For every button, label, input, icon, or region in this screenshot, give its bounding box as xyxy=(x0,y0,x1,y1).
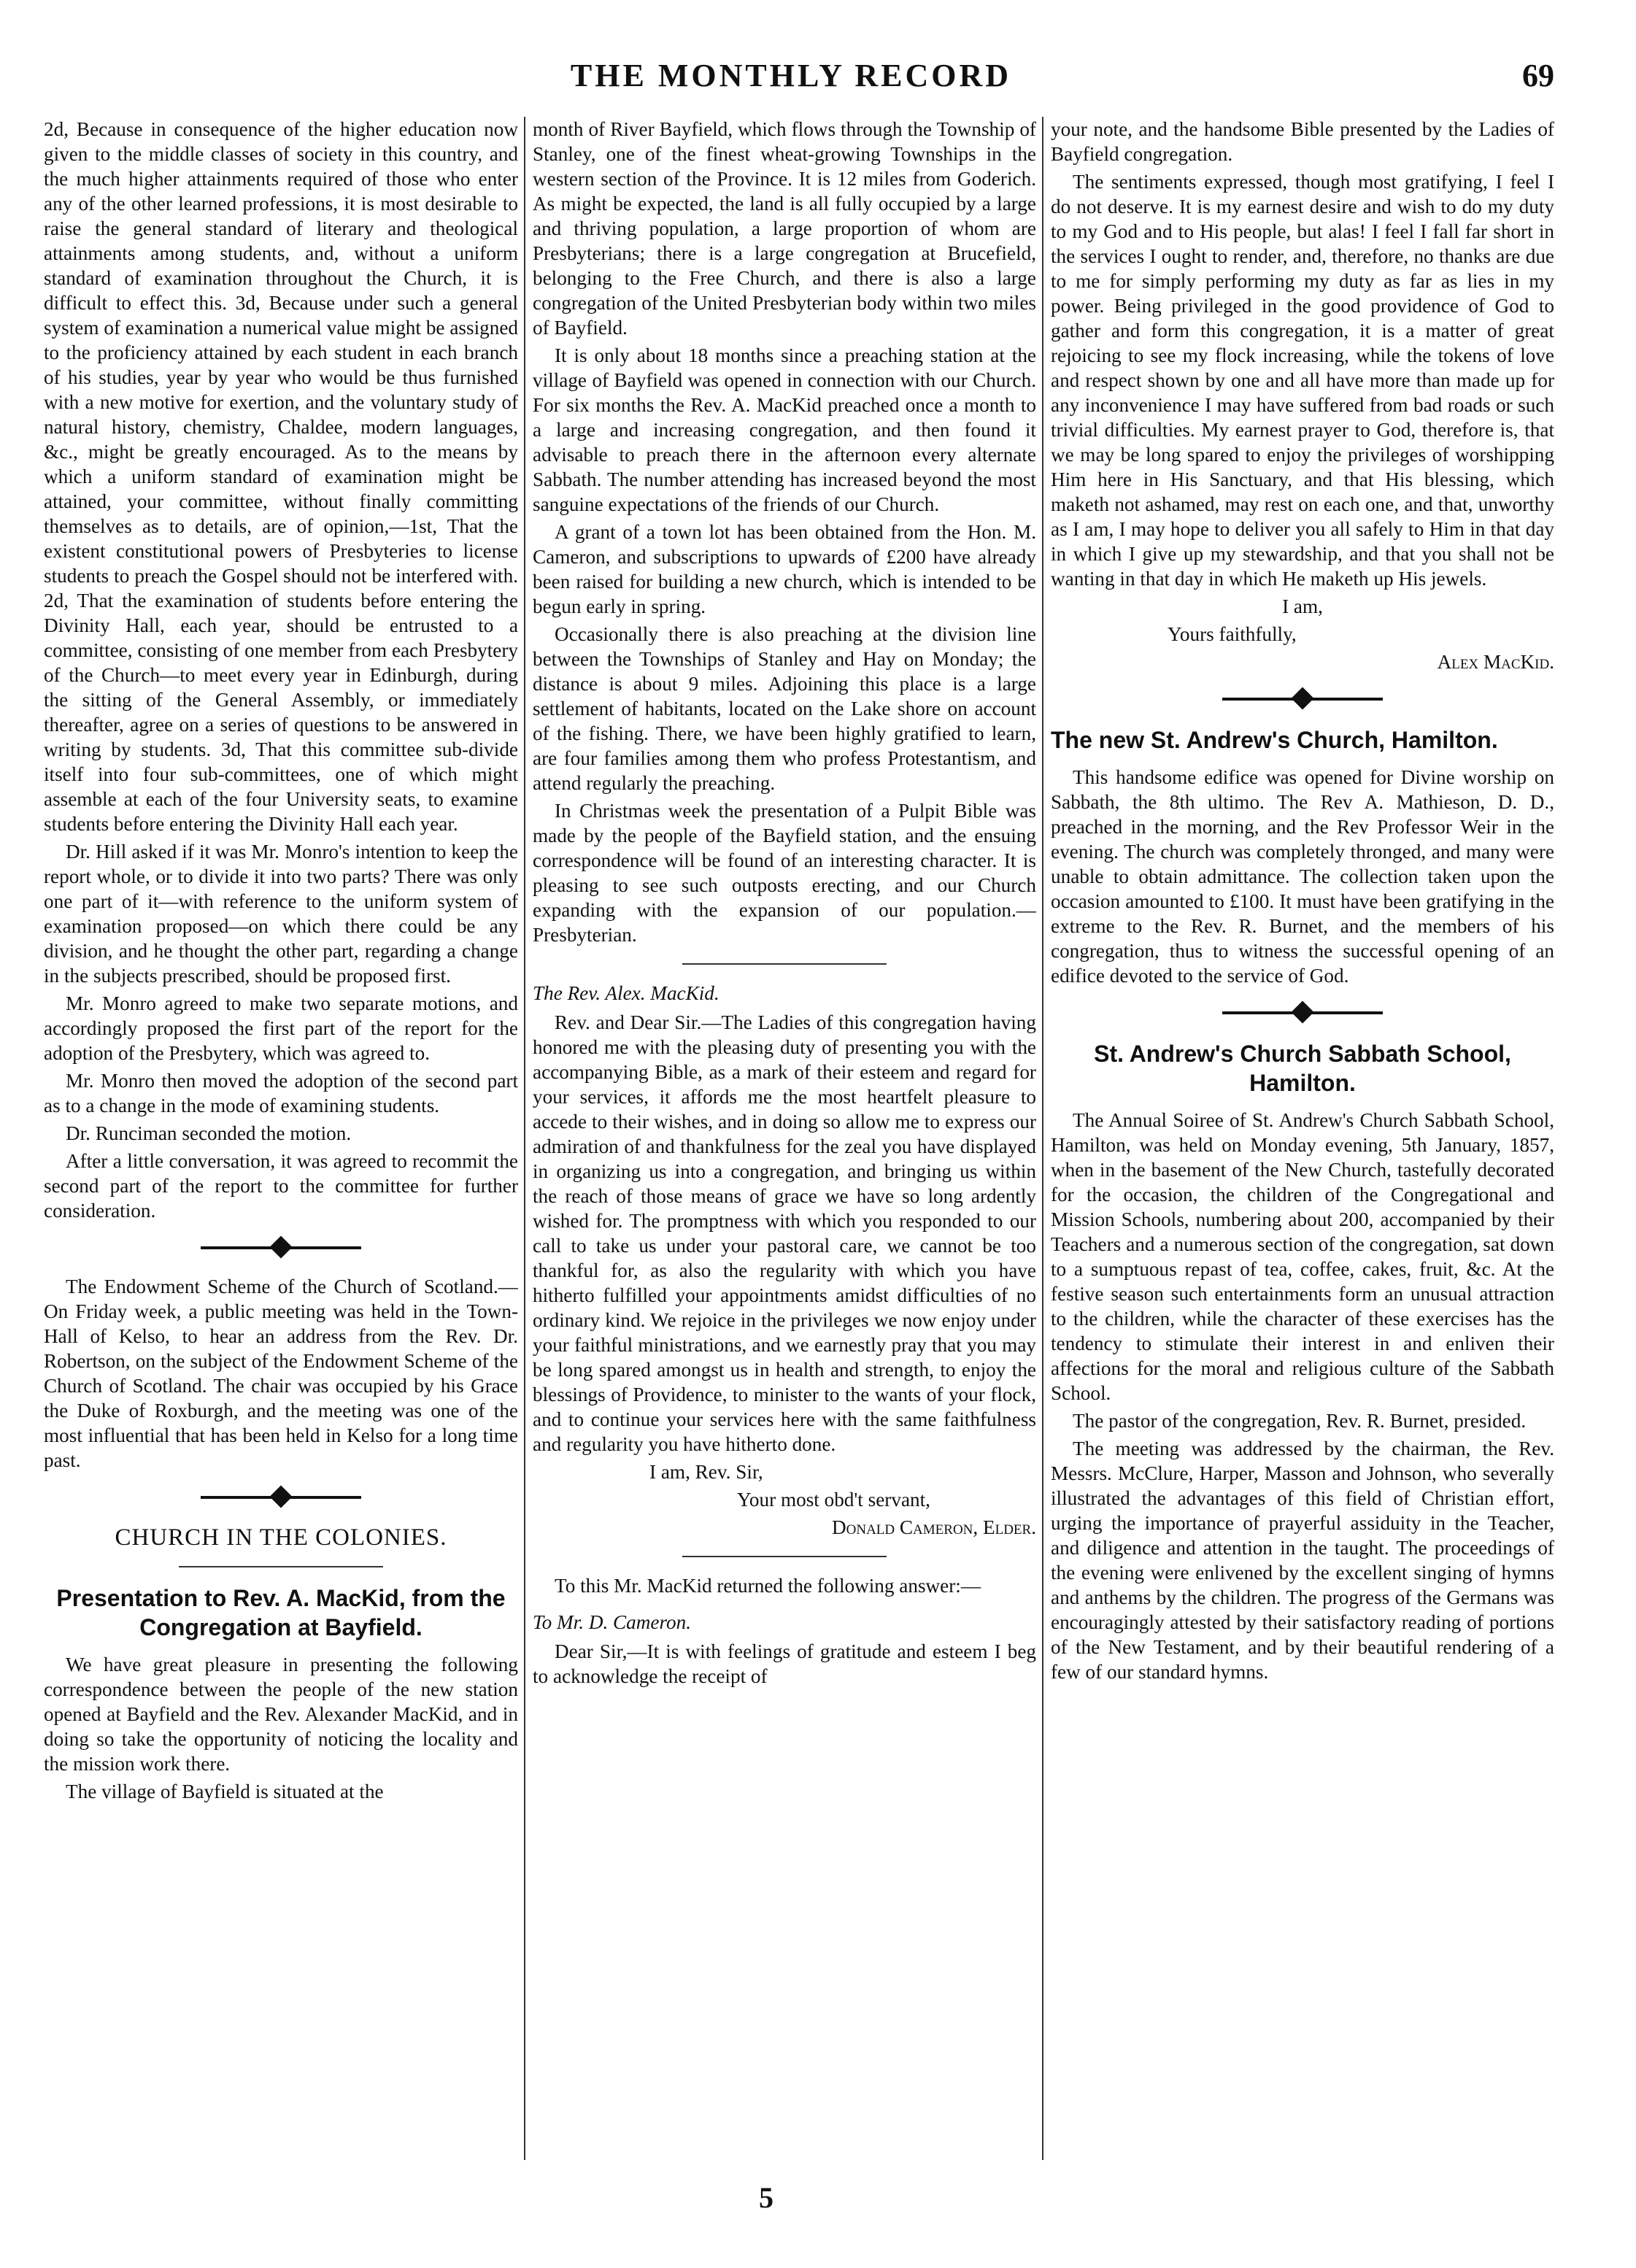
paragraph: We have great pleasure in presenting the following correspondence between the people of the new station opened at Bayfield and the Rev. Alexander MacKid, and in doing so take the opportunity of noticing the locality and the mission work there. xyxy=(44,1654,518,1775)
paragraph: The Annual Soiree of St. Andrew's Church Sabbath School, Hamilton, was held on Monday evening, 5th January, 1857, when in the basement of the New Church, tastefully decorated for the occasion, the children of the Congregational and Mission Schools, numbering about 200, accompanied by their Teachers and a numerous section of the congregation, sat down to a sumptuous repast of tea, coffee, cakes, fruit, &c. At the festive season such entertainments form an unusual attraction to the children, while the character of these exercises has the tendency to stimulate their interest in and enliven their affections for the moral and religious culture of the Sabbath School. xyxy=(1051,1109,1554,1404)
column-1 xyxy=(44,117,518,2167)
letter-closing: I am, Rev. Sir, xyxy=(649,1461,763,1483)
article-title: St. Andrew's Church Sabbath School, Hamilton. xyxy=(1094,1041,1511,1096)
column-2 xyxy=(533,117,1036,2167)
salutation: The Rev. Alex. MacKid. xyxy=(533,982,719,1004)
paragraph: Mr. Monro agreed to make two separate motions, and accordingly proposed the first part of the report for the adoption of the Presbytery, which was agreed to. xyxy=(44,992,518,1064)
letter-signature: Alex MacKid. xyxy=(1437,651,1554,673)
salutation: To Mr. D. Cameron. xyxy=(533,1611,692,1633)
paragraph: Mr. Monro then moved the adoption of the second part as to a change in the mode of examining students. xyxy=(44,1070,518,1116)
paragraph: It is only about 18 months since a preaching station at the village of Bayfield was opened in connection with our Church. For six months the Rev. A. MacKid preached once a month to a large and increasing congregation, and then found it advisable to preach there in the afternoon every alternate Sabbath. The number attending has increased beyond the most sanguine expectations of the friends of our Church. xyxy=(533,344,1036,515)
paragraph: The sentiments expressed, though most gratifying, I feel I do not deserve. It is my earnest desire and wish to do my duty to my God and to His people, but alas! I feel I fall far short in the services I ought to render, and, therefore, no thanks are due to me for simply performing my duty as far as lies in my power. Being privileged in the good providence of God to gather and form this congregation, it is a matter of great rejoicing to see my flock increasing, while the tokens of love and respect shown by one and all have more than made up for any inconvenience I may have suffered from bad roads or such trivial difficulties. My earnest prayer to God, therefore is, that we may be long spared to enjoy the privileges of worshipping Him here in His Sanctuary, and that His blessing, which maketh not ashamed, may rest on each one, and that, unworthy as I am, I may hope to deliver you all safely to Him in that day in which I give up my stewardship, and that you shall not be wanting in that day in which He maketh up His jewels. xyxy=(1051,171,1554,590)
page-header xyxy=(25,53,1557,111)
section-ornament xyxy=(1051,1000,1554,1025)
divider xyxy=(179,1566,383,1567)
section-ornament xyxy=(1051,686,1554,711)
signature-mark: 5 xyxy=(759,2181,773,2214)
paragraph: Dr. Runciman seconded the motion. xyxy=(66,1122,352,1144)
paragraph: After a little conversation, it was agreed to recommit the second part of the report to the committee for further consideration. xyxy=(44,1150,518,1222)
paragraph: The Endowment Scheme of the Church of Scotland.—On Friday week, a public meeting was held in the Town-Hall of Kelso, to hear an address from the Rev. Dr. Robertson, on the subject of the Endowment Scheme of the Church of Scotland. The chair was occupied by his Grace the Duke of Roxburgh, and the meeting was one of the most influential that has been held in Kelso for a long time past. xyxy=(44,1276,518,1471)
letter-signature: Donald Cameron, Elder. xyxy=(832,1516,1036,1538)
running-title: THE MONTHLY RECORD xyxy=(570,58,1012,93)
divider xyxy=(682,1556,887,1557)
paragraph: The village of Bayfield is situated at the xyxy=(66,1781,384,1802)
letter-closing: Yours faithfully, xyxy=(1168,623,1297,645)
column-3 xyxy=(1051,117,1554,2167)
paragraph: A grant of a town lot has been obtained from the Hon. M. Cameron, and subscriptions to upwards of £200 have already been raised for building a new church, which is intended to be begun early in spring. xyxy=(533,521,1036,617)
section-ornament xyxy=(44,1484,518,1509)
section-heading: CHURCH IN THE COLONIES. xyxy=(115,1524,447,1551)
column-rule xyxy=(524,117,525,2160)
letter-body: Dear Sir,—It is with feelings of gratitude and esteem I beg to acknowledge the receipt of xyxy=(533,1640,1036,1687)
letter-closing: Your most obd't servant, xyxy=(737,1489,930,1511)
column-rule xyxy=(1042,117,1043,2160)
article-title: Presentation to Rev. A. MacKid, from the Congregation at Bayfield. xyxy=(56,1585,506,1640)
section-ornament xyxy=(44,1235,518,1260)
paragraph: To this Mr. MacKid returned the following answer:— xyxy=(555,1575,981,1597)
divider xyxy=(682,963,887,965)
paragraph: Occasionally there is also preaching at the division line between the Townships of Stanley and Hay on Monday; the distance is about 9 miles. Adjoining this place is a large settlement of habitants, located on the Lake shore on account of the fishing. There, we have been highly gratified to learn, are four families among them who profess Protestantism, and attend regularly the preaching. xyxy=(533,623,1036,794)
paragraph: your note, and the handsome Bible presented by the Ladies of Bayfield congregation. xyxy=(1051,118,1554,165)
paragraph: The pastor of the congregation, Rev. R. Burnet, presided. xyxy=(1073,1410,1527,1432)
paragraph: The meeting was addressed by the chairman, the Rev. Messrs. McClure, Harper, Masson and Johnson, who severally illustrated the advantages of this field of Christian effort, urging the importance of prayerful assiduity in the Teacher, and diligence and attention in the taught. The proceedings of the evening were enlivened by the excellent singing of hymns and anthems by the children. The progress of the Germans was encouragingly attested by their satisfactory reading of portions of the New Testament, and by their beautiful rendering of a few of our standard hymns. xyxy=(1051,1438,1554,1683)
paragraph: month of River Bayfield, which flows through the Township of Stanley, one of the finest wheat-growing Townships in the western section of the Province. It is 12 miles from Goderich. As might be expected, the land is all fully occupied by a large and thriving population, a large proportion of whom are Presbyterians; there is a large congregation at Brucefield, belonging to the Free Church, and there is also a large congregation of the United Presbyterian body within two miles of Bayfield. xyxy=(533,118,1036,339)
paragraph: This handsome edifice was opened for Divine worship on Sabbath, the 8th ultimo. The Rev A. Mathieson, D. D., preached in the morning, and the Rev Professor Weir in the evening. The church was completely thronged, and many were unable to obtain admittance. The collection taken upon the occasion amounted to £100. It must have been gratifying in the extreme to the Rev. R. Burnet, and the members of his congregation, thus to witness the successful opening of an edifice devoted to the service of God. xyxy=(1051,766,1554,987)
paragraph: In Christmas week the presentation of a Pulpit Bible was made by the people of the Bayfield station, and the ensuing correspondence will be found of an interesting character. It is pleasing to see such outposts erecting, and our Church expanding with the expansion of our population.—Presbyterian. xyxy=(533,800,1036,946)
paragraph: Dr. Hill asked if it was Mr. Monro's intention to keep the report whole, or to divide it into two parts? There was only one part of it—with reference to the uniform system of examination proposed—on which there could be any division, and he thought the other part, regarding a change in the subjects prescribed, should be proposed first. xyxy=(44,841,518,987)
paragraph: 2d, Because in consequence of the higher education now given to the middle classes of society in this country, and the much higher attainments required of those who enter any of the other learned professions, it is most desirable to raise the general standard of literary and theological attainments among students, and, without a uniform standard of examination throughout the Church, it is difficult to effect this. 3d, Because under such a general system of examination a numerical value might be assigned to the proficiency attained by each student in each branch of his studies, year by year who would be thus furnished with a new motive for exertion, and the voluntary study of natural history, chemistry, Chaldee, modern languages, &c., might be greatly encouraged. As to the means by which a uniform standard of examination might be attained, your committee, without finally committing themselves as to details, are of opinion,—1st, That the existent constitutional powers of Presbyteries to license students to preach the Gospel should not be interfered with. 2d, That the examination of students before entering the Divinity Hall, each year, should be entrusted to a committee, consisting of one member from each Presbytery of the Church—to meet every year in Edinburgh, during the sitting of the General Assembly, or immediately thereafter, agree on a series of questions to be answered in writing by students. 3d, That this committee sub-divide itself into four sub-committees, one of which might assemble at each of the four University seats, to examine students before entering the Divinity Hall each year. xyxy=(44,118,518,835)
page-number: 69 xyxy=(1522,58,1554,93)
letter-closing: I am, xyxy=(1282,595,1323,617)
letter-body: Rev. and Dear Sir.—The Ladies of this congregation having honored me with the pleasing duty of presenting you with the accompanying Bible, as a mark of their esteem and regard for your services, it affords me the most heartfelt pleasure to accede to their wishes, and in doing so allow me to express our admiration of and thankfulness for the zeal you have displayed in organizing us into a congregation, and bringing us within the reach of those means of grace we have so long ardently wished for. The promptness with which you responded to our call to take us under your pastoral care, we cannot be too thankful for, as also the regularity with which you have hitherto fulfilled your appointments amidst difficulties of no ordinary kind. We rejoice in the privileges we now enjoy under your faithful ministrations, and we earnestly pray that you may be long spared amongst us in health and strength, to enjoy the blessings of Providence, to minister to the wants of your flock, and to continue your services here with the same faithfulness and regularity you have hitherto done. xyxy=(533,1011,1036,1455)
article-title: The new St. Andrew's Church, Hamilton. xyxy=(1051,727,1498,753)
